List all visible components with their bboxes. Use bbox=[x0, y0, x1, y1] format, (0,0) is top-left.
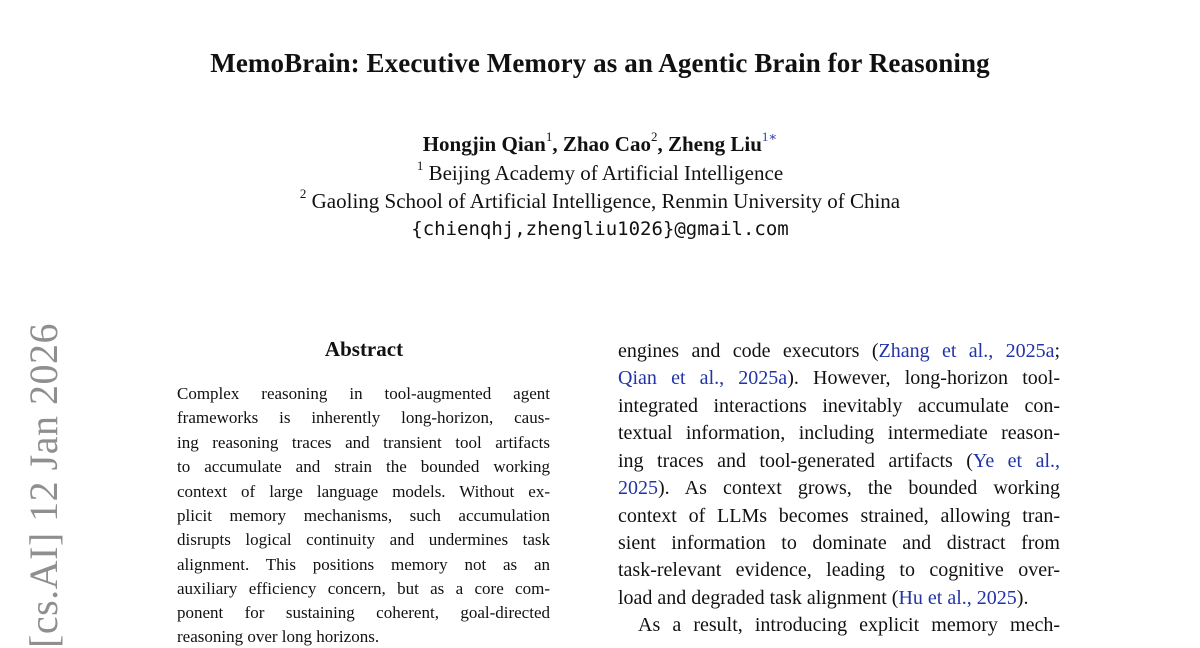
body-line bbox=[618, 476, 1060, 500]
abstract-line: context of large language models. Without ex- bbox=[177, 482, 550, 501]
affiliation-1 bbox=[0, 160, 1200, 186]
abstract-line: Complex reasoning in tool-augmented agent bbox=[177, 384, 550, 403]
author-name: Zheng Liu bbox=[667, 132, 762, 156]
paper-title: MemoBrain: Executive Memory as an Agentic Brain for Reasoning bbox=[210, 48, 990, 78]
body-text: ing traces and tool-generated artifacts ( bbox=[618, 450, 973, 472]
body-line bbox=[618, 504, 1060, 528]
affiliation-text: Beijing Academy of Artificial Intelligence bbox=[428, 161, 784, 185]
abstract-line: auxiliary efficiency concern, but as a core com- bbox=[177, 579, 550, 598]
author-affiliation-mark: 1 bbox=[545, 129, 553, 144]
author-affiliation-mark bbox=[762, 129, 777, 144]
author-affiliation-mark: 2 bbox=[650, 129, 658, 144]
body-line bbox=[618, 339, 1060, 363]
body-text: ; bbox=[1054, 340, 1061, 362]
abstract-line: disrupts logical continuity and undermines task bbox=[177, 530, 550, 549]
arxiv-sidebar-stamp: [cs.AI] 12 Jan 2026 bbox=[21, 323, 66, 648]
body-line bbox=[618, 366, 1060, 390]
corresponding-author-mark: ∗ bbox=[768, 129, 778, 144]
body-text: sient information to dominate and distract from bbox=[618, 532, 1060, 554]
body-line bbox=[618, 531, 1060, 555]
body-text: As a result, introducing explicit memory mech- bbox=[638, 614, 1060, 636]
abstract-line: alignment. This positions memory not as an bbox=[177, 555, 550, 574]
author-name: Zhao Cao bbox=[562, 132, 651, 156]
body-line bbox=[618, 558, 1060, 582]
citation-link[interactable]: 2025 bbox=[618, 477, 658, 499]
affiliation-number: 2 bbox=[299, 186, 307, 201]
affiliation-text: Gaoling School of Artificial Intelligence, Renmin University of China bbox=[311, 189, 901, 213]
citation-link[interactable]: Ye et al., bbox=[972, 450, 1060, 472]
body-text: engines and code executors ( bbox=[618, 340, 879, 362]
body-text: ). bbox=[1016, 587, 1029, 609]
body-line bbox=[618, 449, 1060, 473]
author-list: Hongjin Qian$^1$, Zhao Cao$^2$, Zheng Liu$^{1∗}$ bbox=[422, 129, 778, 156]
body-line bbox=[638, 613, 1060, 637]
abstract-line: plicit memory mechanisms, such accumulation bbox=[177, 506, 550, 525]
abstract-line: frameworks is inherently long-horizon, caus- bbox=[177, 408, 550, 427]
body-text: integrated interactions inevitably accumulate con- bbox=[618, 395, 1060, 417]
citation-link[interactable]: Hu et al., 2025 bbox=[898, 587, 1017, 609]
body-text: textual information, including intermediate reason- bbox=[618, 422, 1060, 444]
body-text: load and degraded task alignment ( bbox=[618, 587, 899, 609]
abstract-line: to accumulate and strain the bounded working bbox=[177, 457, 550, 476]
body-text: task-relevant evidence, leading to cognitive over- bbox=[618, 559, 1060, 581]
abstract-line: ing reasoning traces and transient tool artifacts bbox=[177, 433, 550, 452]
abstract-line: ponent for sustaining coherent, goal-directed bbox=[177, 603, 550, 622]
body-text: ). As context grows, the bounded working bbox=[658, 477, 1060, 499]
body-text: context of LLMs becomes strained, allowing tran- bbox=[618, 505, 1060, 527]
affiliation-number: 1 bbox=[761, 129, 769, 144]
affiliation-number: 1 bbox=[416, 158, 424, 173]
body-line bbox=[618, 394, 1060, 418]
body-line bbox=[618, 421, 1060, 445]
abstract-heading: Abstract bbox=[324, 337, 404, 361]
author-email: {chienqhj,zhengliu1026}@gmail.com bbox=[411, 218, 789, 240]
citation-link[interactable]: Qian et al., 2025a bbox=[618, 367, 788, 389]
citation-link[interactable]: Zhang et al., 2025a bbox=[878, 340, 1055, 362]
affiliation-2 bbox=[0, 188, 1200, 214]
abstract-line: reasoning over long horizons. bbox=[177, 627, 380, 646]
author-name: Hongjin Qian bbox=[422, 132, 546, 156]
body-line bbox=[618, 586, 1060, 610]
body-text: ). However, long-horizon tool- bbox=[787, 367, 1060, 389]
